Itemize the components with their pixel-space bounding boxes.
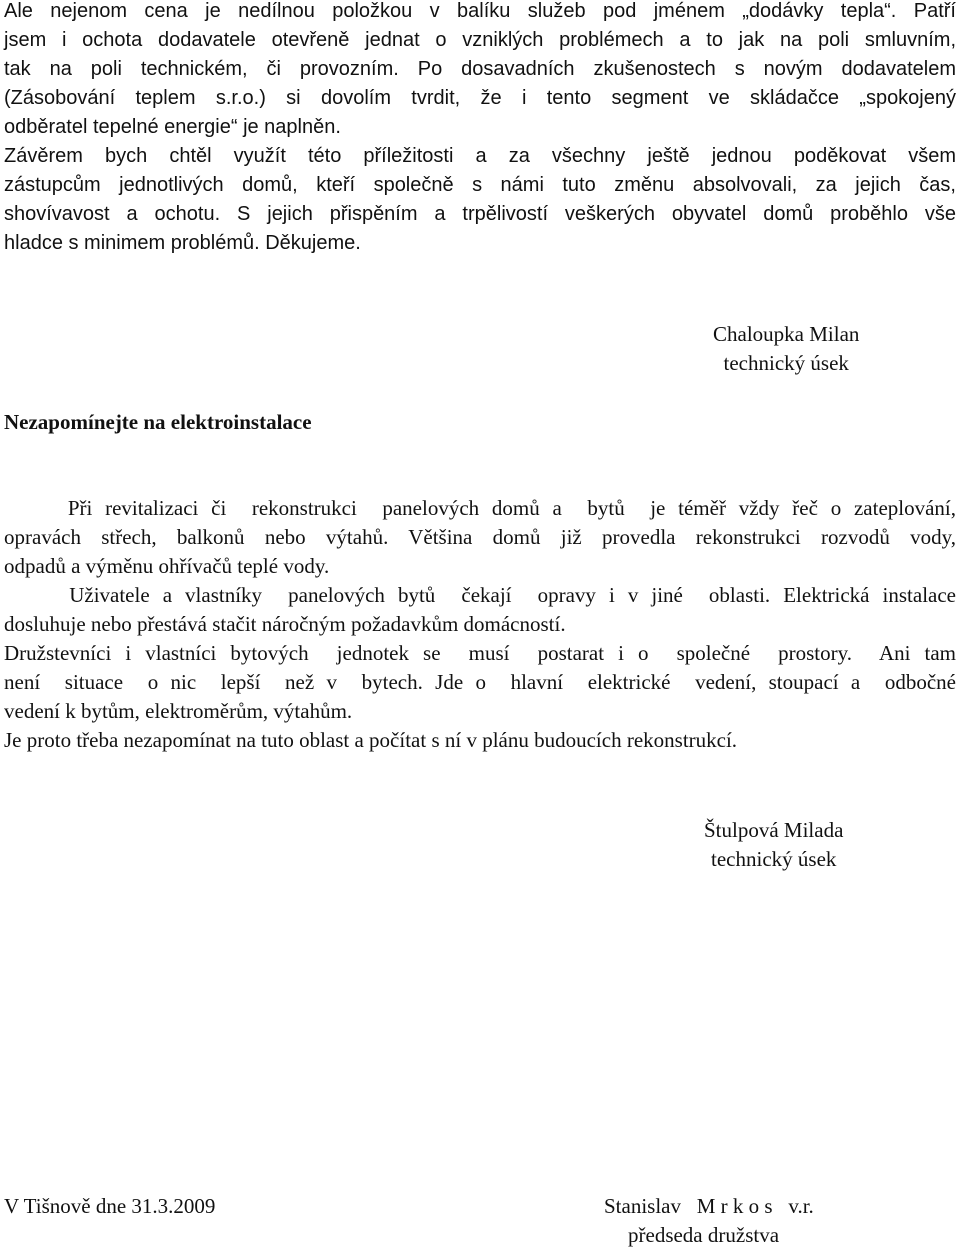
text-line: shovívavost a ochotu. S jejich přispěním a trpělivostí veškerých obyvatel domů proběhlo vše — [4, 203, 956, 225]
text-line: Při revitalizaci či rekonstrukci panelových domů a bytů je téměř vždy řeč o zateplování, — [4, 496, 957, 520]
signature-chaloupka — [713, 320, 859, 378]
text-line: dosluhuje nebo přestává stačit náročným požadavkům domácností. — [4, 612, 566, 636]
text-line: odpadů a výměnu ohřívačů teplé vody. — [4, 554, 330, 578]
text-line: hladce s minimem problémů. Děkujeme. — [4, 232, 361, 254]
signature-role: technický úsek — [711, 847, 837, 871]
text-line: jsem i ochota dodavatele otevřeně jednat o vzniklých problémech a to jak na poli smluvním, — [4, 29, 956, 51]
paragraph-electrical — [4, 494, 956, 755]
text-line: Závěrem bych chtěl využít této příležitosti a za všechny ještě jednou poděkovat všem — [4, 145, 956, 167]
paragraph-closing — [4, 0, 956, 258]
text-line: Družstevníci i vlastníci bytových jednotek se musí postarat i o společné prostory. Ani tam — [4, 641, 956, 665]
signature-role: předseda družstva — [628, 1223, 780, 1247]
signature-name: Štulpová Milada — [704, 818, 844, 842]
date-place: V Tišnově dne 31.3.2009 — [4, 1194, 216, 1218]
signature-name: Stanislav M r k o s v.r. — [604, 1194, 814, 1218]
text-line: není situace o nic lepší než v bytech. Jde o hlavní elektrické vedení, stoupací a odbočné — [4, 670, 956, 694]
signature-name: Chaloupka Milan — [713, 322, 860, 346]
text-line: opravách střech, balkonů nebo výtahů. Většina domů již provedla rekonstrukci rozvodů vody, — [4, 525, 956, 549]
signature-mrkos — [604, 1192, 814, 1250]
text-line: zástupcům jednotlivých domů, kteří společně s námi tuto změnu absolvovali, za jejich čas, — [4, 174, 956, 196]
text-line: Uživatele a vlastníky panelových bytů čekají opravy i v jiné oblasti. Elektrická instalace — [4, 583, 956, 607]
text-line: tak na poli technickém, či provozním. Po dosavadních zkušenostech s novým dodavatelem — [4, 58, 956, 80]
text-line: vedení k bytům, elektroměrům, výtahům. — [4, 699, 353, 723]
text-line: Je proto třeba nezapomínat na tuto oblast a počítat s ní v plánu budoucích rekonstrukcí. — [4, 728, 738, 752]
signature-role: technický úsek — [723, 351, 849, 375]
text-line: odběratel tepelné energie“ je naplněn. — [4, 116, 341, 138]
signature-stulpova — [704, 816, 843, 874]
section-heading: Nezapomínejte na elektroinstalace — [4, 410, 312, 434]
text-line: (Zásobování teplem s.r.o.) si dovolím tvrdit, že i tento segment ve skládačce „spokojený — [4, 87, 956, 109]
text-line: Ale nejenom cena je nedílnou položkou v balíku služeb pod jménem „dodávky tepla“. Patří — [4, 0, 956, 22]
